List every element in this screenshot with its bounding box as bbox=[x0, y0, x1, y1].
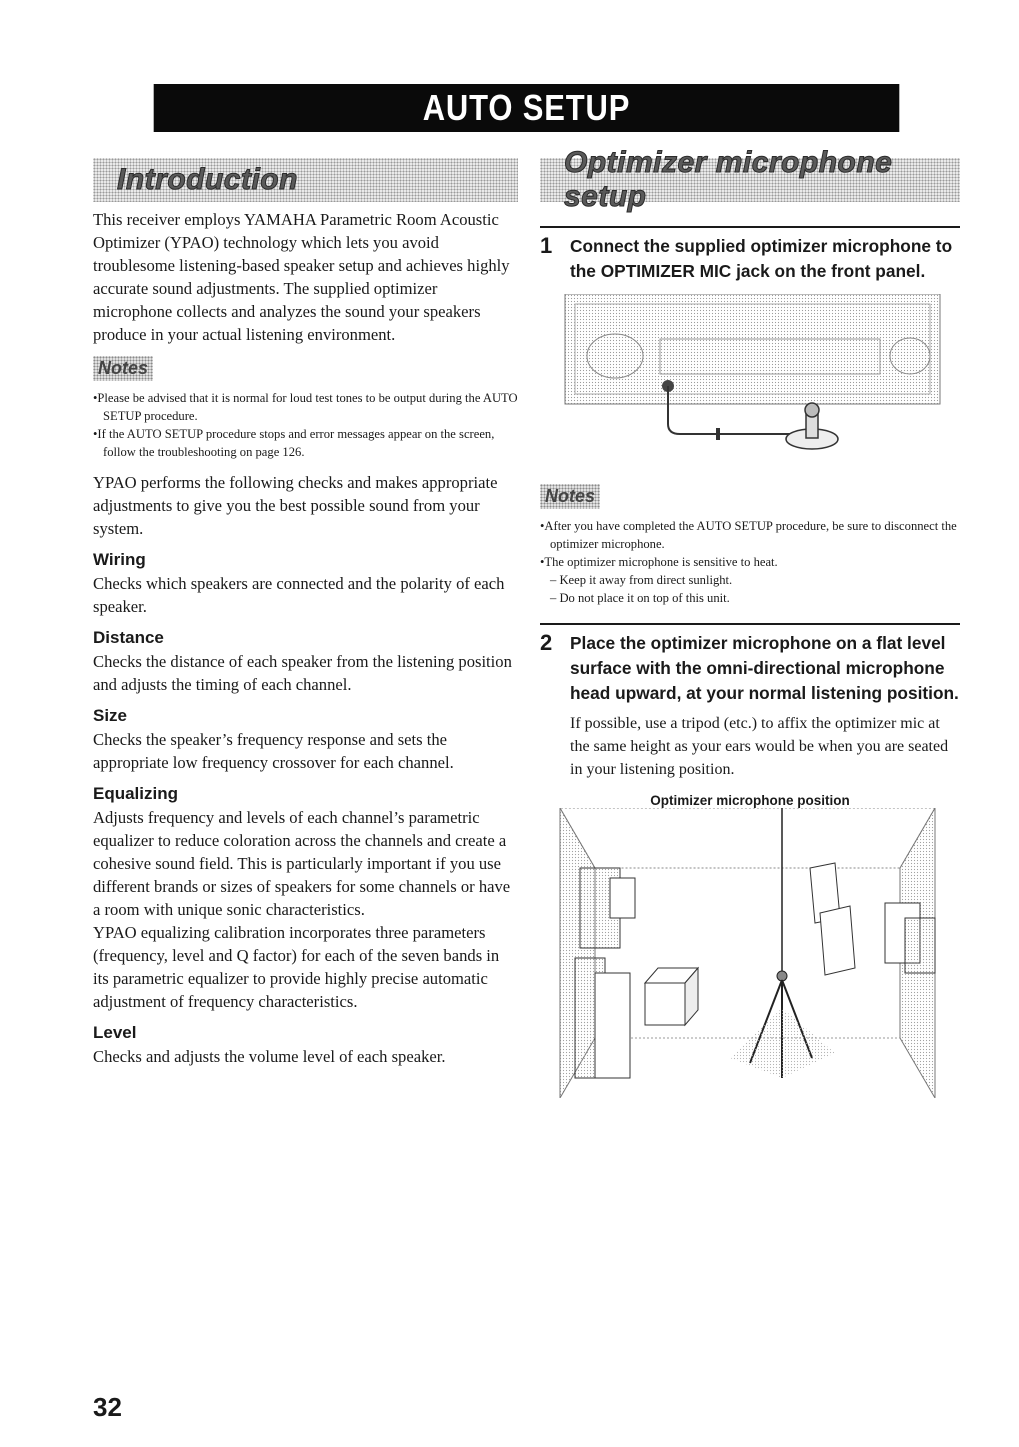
step-2 bbox=[540, 623, 960, 781]
page-banner bbox=[154, 84, 900, 132]
check-title-wiring: Wiring bbox=[93, 550, 146, 569]
intro-note-2: • If the AUTO SETUP procedure stops and error messages appear on the screen, follow the troubleshooting on page 126. bbox=[93, 425, 518, 461]
check-title-level: Level bbox=[93, 1023, 137, 1042]
optimizer-notes-label: Notes bbox=[540, 484, 600, 509]
optimizer-column bbox=[540, 226, 960, 1098]
check-title-equalizing: Equalizing bbox=[93, 784, 178, 803]
optimizer-heading-text: Optimizer microphone setup bbox=[564, 146, 893, 213]
intro-notes-list bbox=[93, 389, 518, 461]
optimizer-note-1: • After you have completed the AUTO SETUP procedure, be sure to disconnect the optimizer microphone. bbox=[540, 517, 960, 553]
figure-caption: Optimizer microphone position bbox=[650, 793, 850, 808]
check-title-distance: Distance bbox=[93, 628, 164, 647]
step-2-number: 2 bbox=[540, 630, 553, 655]
check-text-level: Checks and adjusts the volume level of each speaker. bbox=[93, 1047, 446, 1066]
check-text-distance: Checks the distance of each speaker from the listening position and adjusts the timing of each channel. bbox=[93, 652, 512, 694]
intro-note-1: • Please be advised that it is normal for loud test tones to be output during the AUTO SETUP procedure. bbox=[93, 389, 518, 425]
check-text-wiring: Checks which speakers are connected and the polarity of each speaker. bbox=[93, 574, 505, 616]
check-title-size: Size bbox=[93, 706, 128, 725]
introduction-heading bbox=[93, 158, 518, 202]
check-text-equalizing-2: YPAO equalizing calibration incorporates three parameters (frequency, level and Q factor) for each of the seven bands in its parametric equalizer to provide highly precise automatic adjustment of frequency characteristics. bbox=[93, 923, 500, 1011]
ypao-paragraph: YPAO performs the following checks and makes appropriate adjustments to give you the best possible sound from your system. bbox=[93, 473, 498, 538]
check-text-size: Checks the speaker’s frequency response and sets the appropriate low frequency crossover for each channel. bbox=[93, 730, 454, 772]
check-text-equalizing: Adjusts frequency and levels of each channel’s parametric equalizer to reduce coloration across the channels and create a cohesive sound field. This is particularly important if you use different brands or sizes of speakers for some channels or have a room with unique sonic characteristics. bbox=[93, 808, 511, 919]
banner-title: AUTO SETUP bbox=[422, 87, 631, 128]
introduction-column bbox=[93, 208, 518, 1068]
step-2-title: Place the optimizer microphone on a flat level surface with the omni-directional microphone head upward, at your normal listening position. bbox=[570, 633, 959, 703]
front-panel-illustration bbox=[540, 294, 960, 474]
step-2-content bbox=[570, 631, 960, 781]
optimizer-note-2: • The optimizer microphone is sensitive to heat. bbox=[540, 553, 960, 571]
intro-paragraph: This receiver employs YAMAHA Parametric Room Acoustic Optimizer (YPAO) technology which lets you avoid troublesome listening-based speaker setup and achieves highly accurate sound adjustments. The supplied optimizer microphone collects and analyzes the sound your speakers produce in your actual listening environment. bbox=[93, 210, 510, 344]
intro-notes-label: Notes bbox=[93, 356, 153, 381]
optimizer-subnote-2: – Do not place it on top of this unit. bbox=[550, 591, 730, 605]
introduction-heading-text: Introduction bbox=[117, 163, 298, 196]
optimizer-subnote-1: – Keep it away from direct sunlight. bbox=[550, 573, 733, 587]
step-1-number: 1 bbox=[540, 233, 553, 258]
step-1 bbox=[540, 226, 960, 284]
step-2-body: If possible, use a tripod (etc.) to affix the optimizer mic at the same height as your ears would be when you are seated in your listening position. bbox=[570, 715, 949, 778]
optimizer-heading bbox=[540, 146, 960, 213]
step-1-title: Connect the supplied optimizer microphone to the OPTIMIZER MIC jack on the front panel. bbox=[570, 236, 953, 281]
room-illustration bbox=[550, 808, 950, 1098]
page-number: 32 bbox=[93, 1392, 122, 1422]
optimizer-notes-list bbox=[540, 517, 960, 571]
